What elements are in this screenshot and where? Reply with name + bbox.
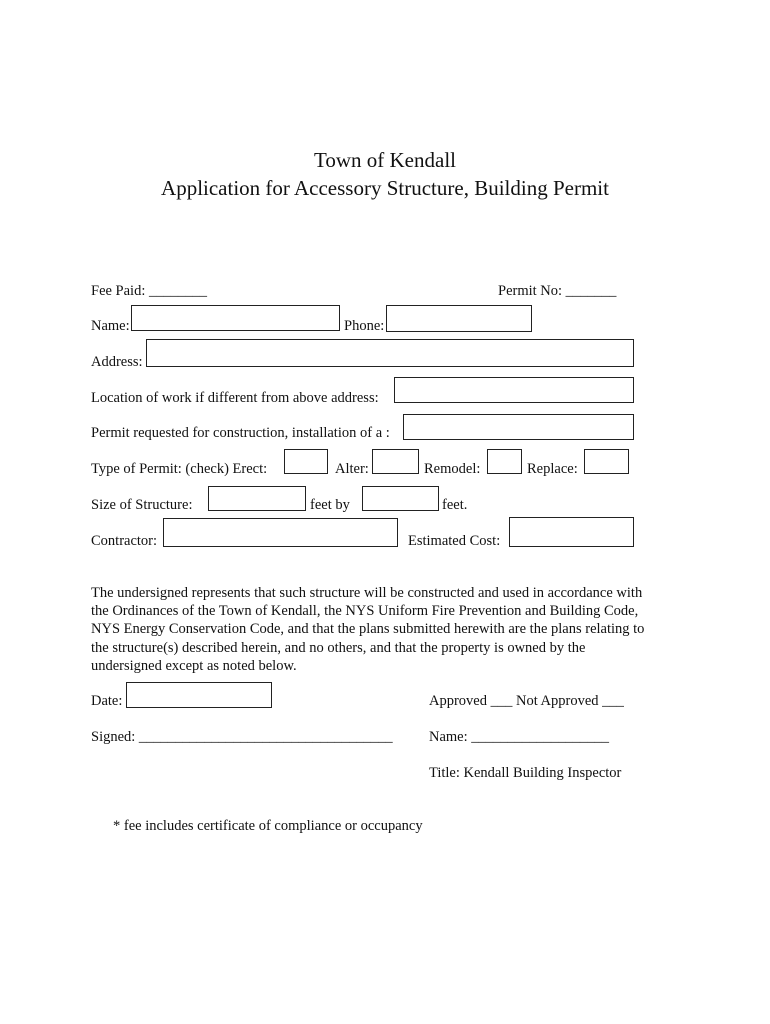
alter-checkbox[interactable] bbox=[372, 449, 419, 474]
permit-no-label: Permit No: _______ bbox=[498, 283, 617, 299]
phone-label: Phone: bbox=[344, 318, 385, 334]
statement-line: undersigned except as noted below. bbox=[91, 657, 297, 674]
estimated-cost-field[interactable] bbox=[509, 517, 634, 547]
date-field[interactable] bbox=[126, 682, 272, 708]
approval-line: Approved ___ Not Approved ___ bbox=[429, 693, 624, 709]
erect-checkbox[interactable] bbox=[284, 449, 328, 474]
town-name: Town of Kendall bbox=[314, 148, 456, 172]
feet-label: feet. bbox=[442, 497, 468, 513]
inspector-name-line: Name: ___________________ bbox=[429, 729, 610, 745]
feet-by-label: feet by bbox=[310, 497, 350, 513]
fee-paid-label: Fee Paid: ________ bbox=[91, 283, 207, 299]
location-label: Location of work if different from above address: bbox=[91, 390, 379, 406]
signed-line: Signed: ___________________________________ bbox=[91, 729, 393, 745]
statement-line: the Ordinances of the Town of Kendall, the NYS Uniform Fire Prevention and Building Code, bbox=[91, 603, 639, 620]
permit-requested-field[interactable] bbox=[403, 414, 634, 440]
size-width-field[interactable] bbox=[208, 486, 306, 511]
remodel-checkbox[interactable] bbox=[487, 449, 522, 474]
type-of-permit-label: Type of Permit: (check) Erect: bbox=[91, 461, 268, 477]
contractor-field[interactable] bbox=[163, 518, 398, 547]
location-field[interactable] bbox=[394, 377, 634, 403]
statement-line: The undersigned represents that such structure will be constructed and used in accordance with bbox=[91, 585, 643, 601]
permit-requested-label: Permit requested for construction, installation of a : bbox=[91, 425, 390, 441]
form-title: Application for Accessory Structure, Building Permit bbox=[161, 176, 609, 200]
contractor-label: Contractor: bbox=[91, 533, 158, 549]
name-label: Name: bbox=[91, 318, 130, 334]
footnote: * fee includes certificate of compliance or occupancy bbox=[113, 818, 423, 834]
estimated-cost-label: Estimated Cost: bbox=[408, 533, 501, 549]
statement-paragraph bbox=[91, 584, 691, 675]
remodel-label: Remodel: bbox=[424, 461, 481, 477]
name-field[interactable] bbox=[131, 305, 340, 331]
statement-line: NYS Energy Conservation Code, and that the plans submitted herewith are the plans relating to bbox=[91, 621, 645, 638]
date-label: Date: bbox=[91, 693, 123, 709]
replace-label: Replace: bbox=[527, 461, 578, 477]
address-label: Address: bbox=[91, 354, 143, 370]
size-of-structure-label: Size of Structure: bbox=[91, 497, 193, 513]
size-length-field[interactable] bbox=[362, 486, 439, 511]
address-field[interactable] bbox=[146, 339, 634, 367]
phone-field[interactable] bbox=[386, 305, 532, 332]
alter-label: Alter: bbox=[335, 461, 369, 477]
inspector-title: Title: Kendall Building Inspector bbox=[429, 765, 622, 781]
statement-line: the structure(s) described herein, and no others, and that the property is owned by the bbox=[91, 639, 586, 656]
replace-checkbox[interactable] bbox=[584, 449, 629, 474]
